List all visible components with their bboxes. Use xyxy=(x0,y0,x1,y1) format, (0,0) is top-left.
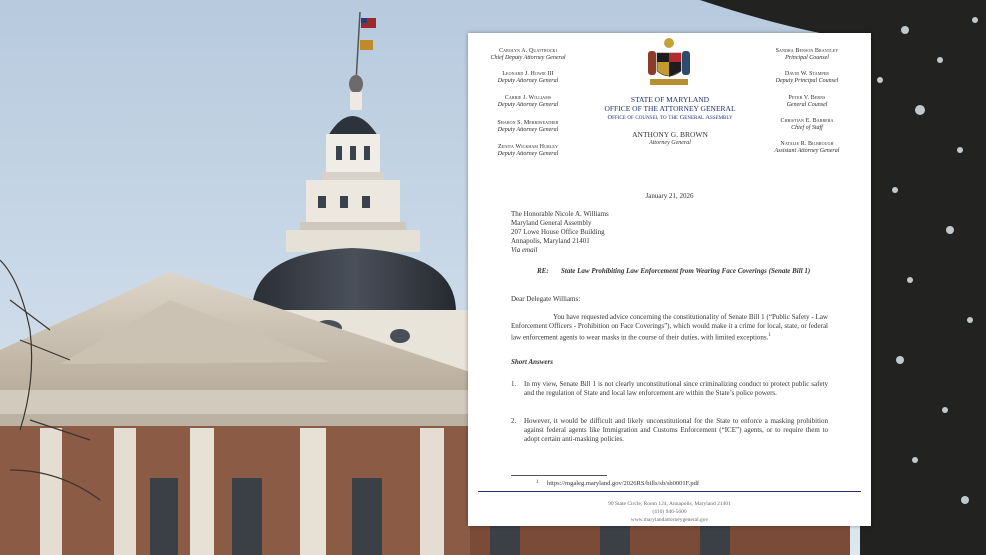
footer-address: 90 State Circle, Room 124, Annapolis, Maryland 21401 xyxy=(608,501,731,507)
opening-paragraph xyxy=(511,313,828,342)
addressee-block xyxy=(511,210,811,255)
footer-phone: (410) 946-5600 xyxy=(652,509,687,515)
staff-title: General Counsel xyxy=(786,102,828,108)
staff-name: Leonard J. Howie III xyxy=(502,71,554,77)
addressee-line: Via email xyxy=(511,246,538,254)
staff-title: Principal Counsel xyxy=(785,55,829,61)
answer-text: In my view, Senate Bill 1 is not clearly unconstitutional since criminalizing conduct to protect public safety and the regulation of State and local law enforcement are within the State’s police powers. xyxy=(524,380,828,397)
staff-entry xyxy=(478,120,578,134)
staff-name: Carrie J. Williams xyxy=(504,95,552,101)
re-subject: State Law Prohibiting Law Enforcement from Wearing Face Coverings (Senate Bill 1) xyxy=(561,267,811,275)
state-name: STATE OF MARYLAND xyxy=(630,95,710,104)
staff-entry xyxy=(751,48,863,62)
letterhead xyxy=(586,95,754,122)
addressee-line: Maryland General Assembly xyxy=(511,219,592,227)
footnote-ref: 1 xyxy=(768,333,771,338)
staff-entry xyxy=(478,95,578,109)
staff-title: Deputy Principal Counsel xyxy=(775,78,839,84)
attorney-general-letter xyxy=(468,33,871,526)
footnote-link[interactable]: https://mgaleg.maryland.gov/2026RS/bills/sb/sb0001F.pdf xyxy=(547,480,700,487)
counsel-office: Office of counsel to the General Assembly xyxy=(607,114,733,121)
staff-entry xyxy=(751,95,863,109)
staff-entry xyxy=(751,141,863,155)
staff-title: Chief Deputy Attorney General xyxy=(490,55,566,61)
answer-text: However, it would be difficult and likely unconstitutional for the State to enforce a masking prohibition against federal agents like Immigration and Customs Enforcement (“ICE”) agents, or to require them to adopt certain anti-masking policies. xyxy=(524,417,828,443)
staff-name: Peter V. Berns xyxy=(788,95,826,101)
letter-date: January 21, 2026 xyxy=(645,192,694,200)
staff-entry xyxy=(751,71,863,85)
attorney-general-block xyxy=(586,130,754,148)
maryland-seal-icon xyxy=(644,35,694,91)
addressee-line: Annapolis, Maryland 21401 xyxy=(511,237,590,245)
attorney-general-title: Attorney General xyxy=(649,140,691,146)
footer-rule xyxy=(478,491,861,492)
addressee-line: 207 Lowe House Office Building xyxy=(511,228,605,236)
paragraph-text: You have requested advice concerning the constitutionality of Senate Bill 1 (“Public Safety - Law Enforcement Officers - Prohibition on Face Coverings”), which would make it a crime for local, state, or federal law enforcement agents to wear masks in the course of their duties, with limited exceptions. xyxy=(511,313,828,342)
office-name: OFFICE OF THE ATTORNEY GENERAL xyxy=(604,104,736,113)
addressee-line: The Honorable Nicole A. Williams xyxy=(511,210,609,218)
staff-name: David W. Stamper xyxy=(784,71,830,77)
staff-entry xyxy=(478,48,578,62)
staff-title: Deputy Attorney General xyxy=(497,78,559,84)
staff-name: Christian E. Barrera xyxy=(780,118,834,124)
staff-title: Deputy Attorney General xyxy=(497,151,559,157)
salutation: Dear Delegate Williams: xyxy=(511,295,581,303)
short-answers-heading: Short Answers xyxy=(511,358,553,366)
footnote-separator xyxy=(511,475,607,476)
staff-title: Assistant Attorney General xyxy=(774,148,840,154)
footer-website[interactable]: www.marylandattorneygeneral.gov xyxy=(630,517,709,523)
staff-name: Sharon S. Merriweather xyxy=(497,120,559,126)
staff-entry xyxy=(478,144,578,158)
staff-title: Deputy Attorney General xyxy=(497,102,559,108)
staff-name: Natalie R. Bilbrough xyxy=(780,141,834,147)
staff-entry xyxy=(478,71,578,85)
staff-title: Deputy Attorney General xyxy=(497,127,559,133)
staff-name: Zenita Wickham Hurley xyxy=(498,144,558,150)
staff-entry xyxy=(751,118,863,132)
re-label: RE: xyxy=(537,267,549,275)
footnote-number: 1 xyxy=(536,480,539,485)
answer-number: 2. xyxy=(511,417,517,425)
staff-title: Chief of Staff xyxy=(791,125,823,131)
attorney-general-name: ANTHONY G. BROWN xyxy=(632,130,708,139)
answer-number: 1. xyxy=(511,380,517,388)
staff-name: Sandra Benson Brantley xyxy=(775,48,839,54)
staff-name: Carolyn A. Quattrocki xyxy=(499,48,557,54)
